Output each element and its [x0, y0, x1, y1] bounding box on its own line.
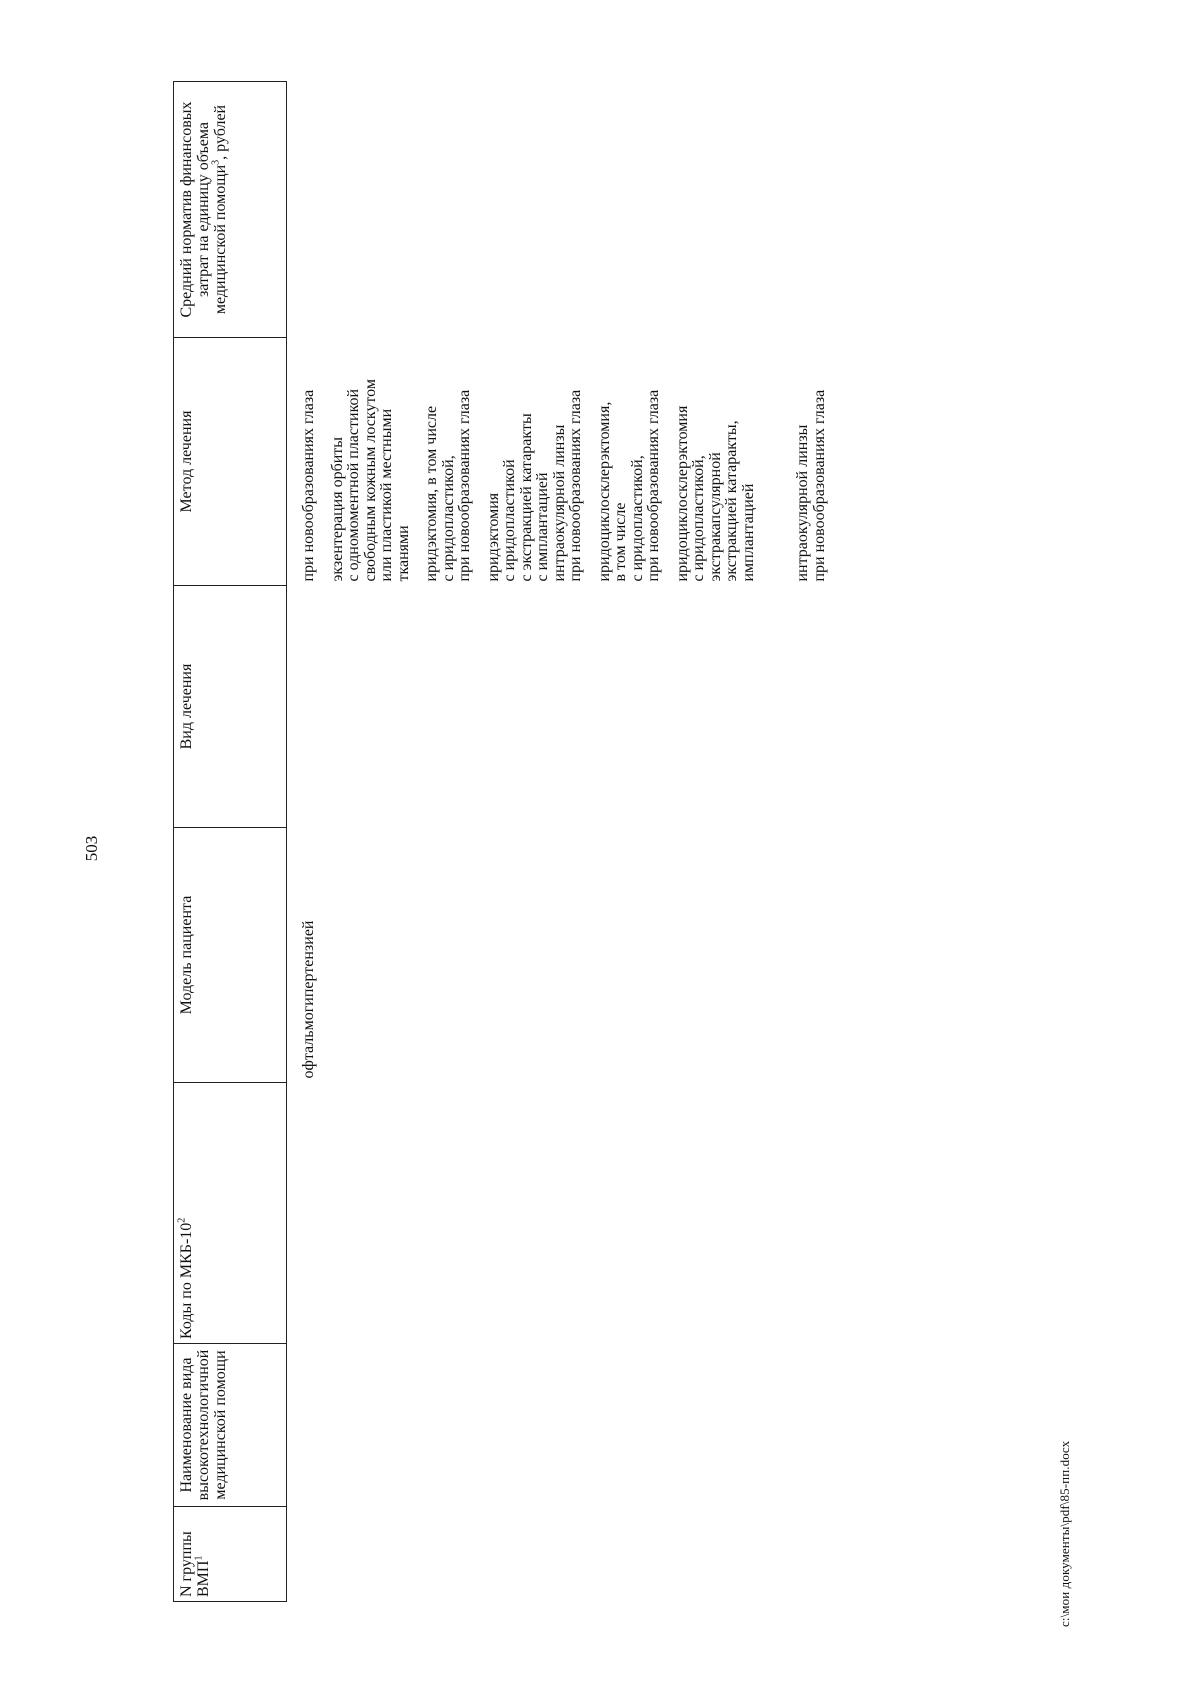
cell-icd-codes: [287, 1083, 841, 1344]
header-treatment-method: Метод лечения: [174, 338, 287, 586]
table-header-row: [174, 82, 287, 1602]
cell-group-number: [287, 1507, 841, 1602]
header-patient-model: Модель пациента: [174, 828, 287, 1083]
header-average-cost: Средний норматив финансовых затрат на единицу объема медицинской помощи$^3$, рублей: [174, 82, 287, 338]
cell-vmp-name: [287, 1344, 841, 1507]
method-item: иридэктомия с иридопластикой с экстракцией катаракты с имплантацией интраокулярной линзы при новообразованиях глаза: [484, 389, 584, 582]
cell-treatment-methods: [287, 338, 841, 586]
method-item: иридоциклосклерэктомия с иридопластикой, экстракапсулярной экстракцией катаракты, имплантацией: [673, 405, 757, 582]
method-item: иридоциклосклерэктомия, в том числе с иридопластикой, при новообразованиях глаза: [595, 389, 662, 582]
cell-average-cost: [287, 82, 841, 338]
method-item: иридэктомия, в том числе с иридопластикой, при новообразованиях глаза: [423, 389, 473, 582]
method-item: интраокулярной линзы при новообразованиях глаза: [794, 389, 828, 582]
header-vmp-name: Наименование вида высокотехнологичной медицинской помощи: [174, 1344, 287, 1507]
header-icd-codes: Коды по МКБ-$10^2$: [174, 1083, 287, 1344]
vmp-table: [173, 81, 840, 1602]
page-number: 503: [82, 835, 101, 862]
table-row: [287, 82, 841, 1602]
header-group-number: N группы ВМП$^1$: [174, 1507, 287, 1602]
cell-patient-model: офтальмогипертензией: [300, 920, 317, 1079]
method-item: экзентерация орбиты с одномоментной пластикой свободным кожным лоскутом или пластикой местными тканями: [328, 379, 412, 582]
footer-file-path: c:\мои документы\pdf\85-пп.docx: [1057, 1440, 1072, 1627]
cell-treatment-kind: [287, 586, 841, 828]
method-item: при новообразованиях глаза: [300, 389, 317, 582]
header-treatment-kind: Вид лечения: [174, 586, 287, 828]
